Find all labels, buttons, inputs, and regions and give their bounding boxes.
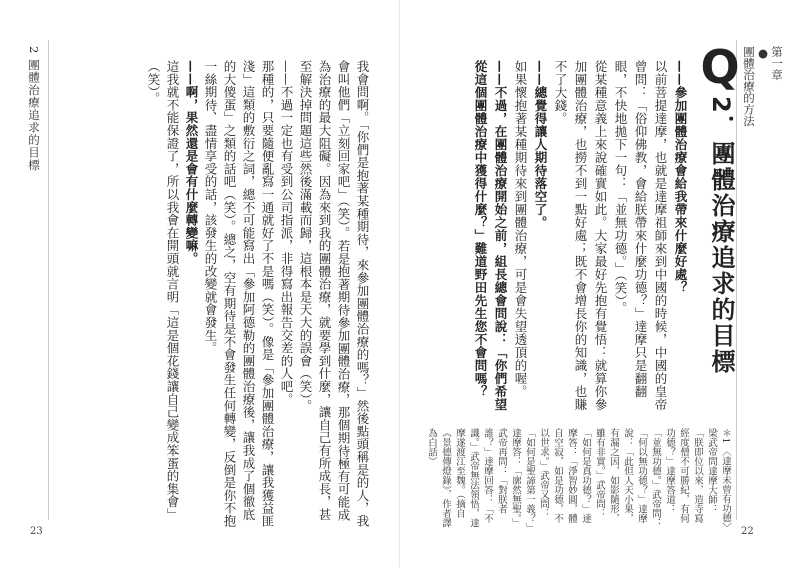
chapter-header [744,46,784,196]
chapter-dot: ● [756,46,770,60]
section-q-mark: Q [700,40,740,94]
body-paragraph: 以前菩提達摩，也就是達摩祖師來到中國的時候，中國的皇帝曾問：「俗仰佛教，會給朕帶來什麼功德？」達摩只是翻翻眼，不快地拋下一句：「並無功德。」（笑）。 [613,60,668,411]
page-number-right: 22 [741,526,754,537]
body-paragraph: ——不過一定也有受到公司指派，非得寫出報告交差的人吧。 [279,60,294,406]
body-paragraph: 這我就不能保證了，所以我會在開頭就言明「這是個花錢讓自己變成笨蛋的集會」（笑）。 [146,60,180,521]
footnote: ＊1 〈達摩未曾有功德〉梁武帝問達摩大師：「朕即位以來，造寺寫經度僧不可勝紀，有何功德？」達摩答道：「並無功德。」武帝問：「何以無功德？」達摩說：「此但人天小果，有漏之因，如影隨形，雖有非實。」武帝問：「如何是真功德？」達摩答：「淨智妙圓，體自空寂，如是功德，不以世求。」武帝又問：「如何是聖諦第一義？」達摩答：「廓然無聖。」武帝再問：「對朕者誰？」達摩回答：「不識。」武帝無法領悟，達摩遂渡江至魏。（摘自《景德傳燈錄》，作者譯為白話） [426,428,731,528]
body-paragraph: 那種的，只要隨便亂寫一通就好了不是嗎（笑）。像是「參加團體治療，讓我獲益匪淺」這類的敷衍之詞，總不可能寫出「參加阿德勒的團體治療後，讓我成了個徹底的大傻蛋」之類的話吧（笑）。總之，空有期待是不會發生任何轉變，反倒是你不抱一絲期待、盡情享受的話，該發生的改變就會發生。 [203,60,275,528]
left-page-header: 2 團體治療追求的目標 [27,46,41,172]
body-paragraph: 從某種意義上來說確實如此。大家最好先抱有覺悟：就算你參加團體治療，也撈不到一點好處；既不會增長你的知識，也賺不了大錢。 [553,60,608,411]
page-number-left: 23 [30,526,43,537]
right-page-body [420,60,690,420]
left-page-body [72,60,372,530]
section-title: 2．團體治療追求的目標 [707,96,735,375]
question-paragraph: ——不過，在團體治療開始之前，組長總會問說：「你們希望從這個團體治療中獲得什麼？」難道野田先生您不會問嗎？ [473,60,508,411]
left-margin-rule [48,40,49,520]
question-paragraph: ——總覺得讓人期待落空了。 [533,60,548,229]
body-paragraph: 如果懷抱著某種期待來到團體治療，可是會失望透頂的喔。 [513,60,528,398]
chapter-subtitle: 團體治療的方法 [742,46,756,127]
body-paragraph: 我會問啊。「你們是抱著某種期待，來參加團體治療的嗎？」然後點頭稱是的人，我會叫他們「立刻回家吧」（笑）。若是抱著期待參加團體治療，那個期待極有可能成為治療的最大阻礙。因為來到我的團體治療，就要學到什麼，讓自己有所成長，甚至解決掉問題這些然後滿載而歸，這根本是天大的誤會（笑）。 [298,60,370,528]
question-paragraph: ——啊，果然還是會有什麼轉變嘛。 [184,60,199,265]
page-gutter [399,0,400,567]
chapter-label: 第一章 [770,46,784,81]
question-paragraph: ——參加團體治療會給我帶來什麼好處？ [673,60,688,294]
